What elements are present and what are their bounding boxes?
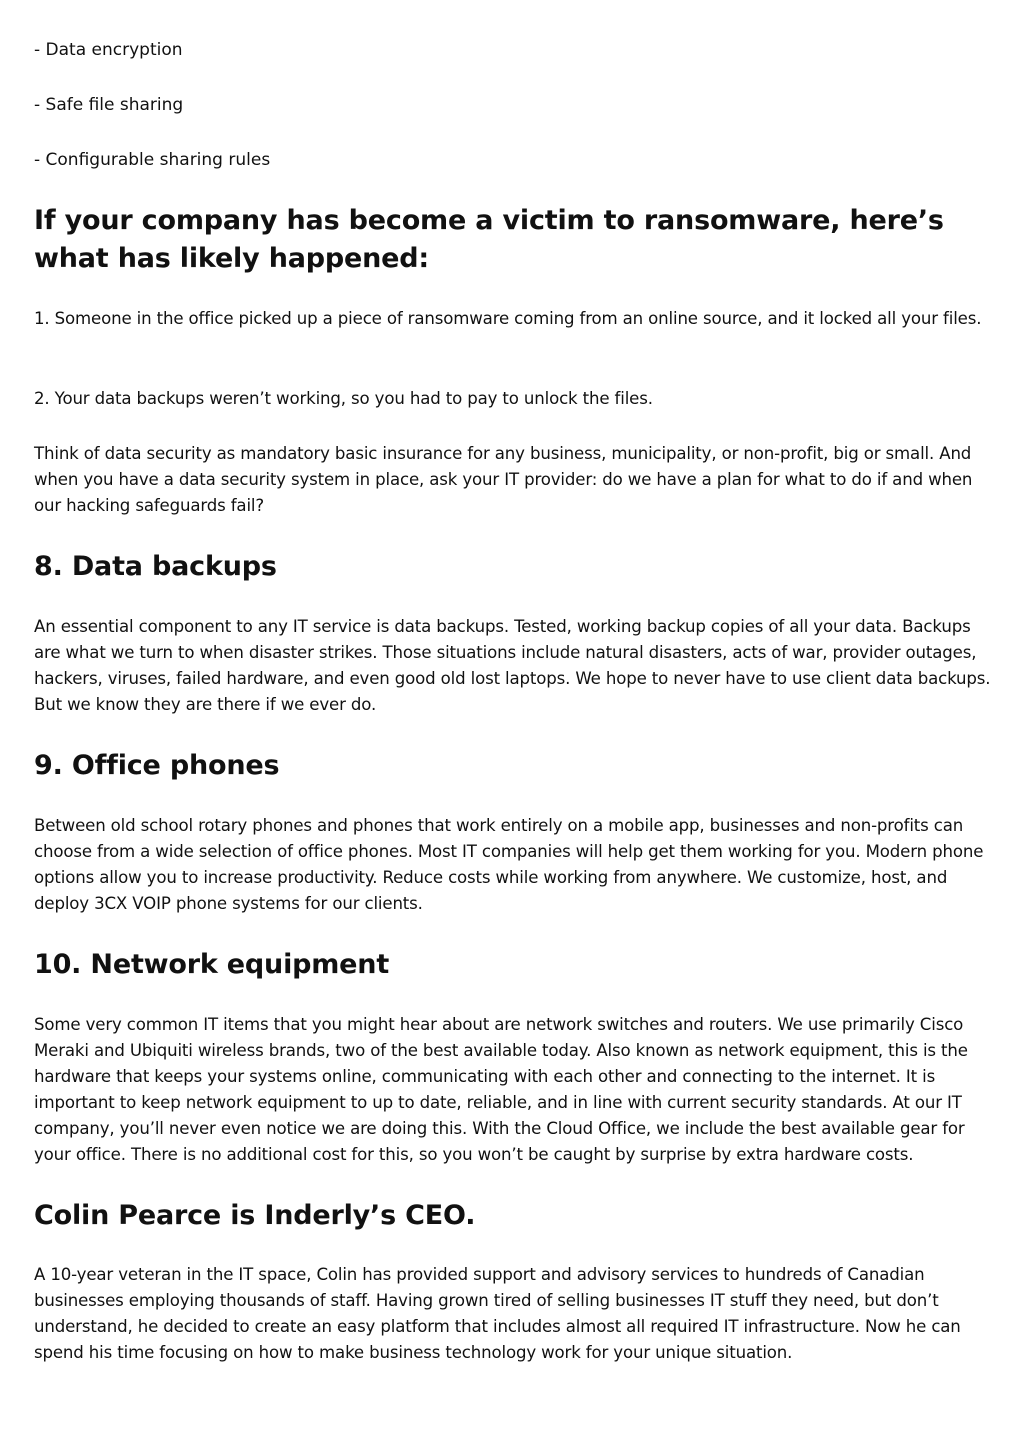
- data-backups-body: An essential component to any IT service is data backups. Tested, working backup copies of all your data. Backups are what we turn to when disaster strikes. Those situations include natural disasters, acts of war, provider outages, hackers, viruses, failed hardware, and even good old lost laptops. We hope to never have to use client data backups. But we know they are there if we ever do.: [34, 617, 991, 714]
- bullet-safe-file-sharing: - Safe file sharing: [34, 95, 184, 115]
- office-phones-body: Between old school rotary phones and phones that work entirely on a mobile app, businesses and non-profits can choose from a wide selection of office phones. Most IT companies will help get them working for you. Modern phone options allow you to increase productivity. Reduce costs while working from anywhere. We customize, host, and deploy 3CX VOIP phone systems for our clients.: [34, 816, 984, 913]
- data-backups-heading: 8. Data backups: [34, 551, 277, 582]
- ransomware-advice: Think of data security as mandatory basic insurance for any business, municipality, or non-profit, big or small. And when you have a data security system in place, ask your IT provider: do we have a plan for what to do if and when our hacking safeguards fail?: [34, 444, 973, 515]
- ransomware-item-1: 1. Someone in the office picked up a piece of ransomware coming from an online source, and it locked all your files.: [34, 309, 982, 328]
- ransomware-heading: If your company has become a victim to ransomware, here’s what has likely happened:: [34, 205, 944, 274]
- bullet-configurable-sharing-rules: - Configurable sharing rules: [34, 150, 271, 170]
- author-bio: A 10-year veteran in the IT space, Colin has provided support and advisory services to hundreds of Canadian businesses employing thousands of staff. Having grown tired of selling businesses IT stuff they need, but don’t understand, he decided to create an easy platform that includes almost all required IT infrastructure. Now he can spend his time focusing on how to make business technology work for your unique situation.: [34, 1265, 961, 1362]
- ransomware-item-2: 2. Your data backups weren’t working, so you had to pay to unlock the files.: [34, 389, 653, 408]
- network-equipment-body: Some very common IT items that you might hear about are network switches and routers. We use primarily Cisco Meraki and Ubiquiti wireless brands, two of the best available today. Also known as network equipment, this is the hardware that keeps your systems online, communicating with each other and connecting to the internet. It is important to keep network equipment to up to date, reliable, and in line with current security standards. At our IT company, you’ll never even notice we are doing this. With the Cloud Office, we include the best available gear for your office. There is no additional cost for this, so you won’t be caught by surprise by extra hardware costs.: [34, 1015, 968, 1164]
- office-phones-heading: 9. Office phones: [34, 750, 280, 781]
- network-equipment-heading: 10. Network equipment: [34, 949, 390, 980]
- author-heading: Colin Pearce is Inderly’s CEO.: [34, 1200, 476, 1231]
- bullet-data-encryption: - Data encryption: [34, 40, 183, 60]
